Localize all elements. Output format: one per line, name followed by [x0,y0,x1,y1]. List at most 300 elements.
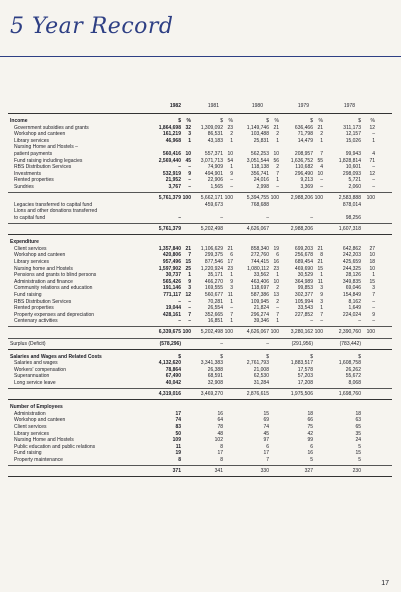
row-label: Administration and finance [14,278,73,285]
cell-percent: 11 [227,291,233,298]
row-label: Pensions and grants to blind persons [14,272,97,279]
cell-percent: 10 [369,265,375,272]
row-label: Workshop and canteen [14,131,66,138]
cell-amount: 32,908 [207,380,223,386]
row-label: Library services [14,258,50,265]
cell-percent: 7 [230,311,233,318]
cell-percent: – [188,177,191,184]
cell-amount: 469,690 [294,265,313,272]
cell-percent: 27 [369,245,375,252]
cell-percent: 10 [369,252,375,259]
row-label: Legacies transferred to capital fund [14,201,93,208]
cell-amount: 33,543 [297,305,313,312]
cell-amount: 1,607,318 [338,226,361,232]
cell-amount: 31,284 [253,380,269,386]
cell-amount: 1,975,506 [290,391,313,398]
cell-amount: 86,531 [207,131,223,138]
cell-percent: 100 [224,195,233,202]
cell-amount: 587,386 [250,291,269,298]
section-heading-employees: Number of Employees [10,404,63,411]
cell-percent: 10 [227,151,233,157]
cell-percent: 3 [230,285,233,292]
cell-percent: – [276,305,279,312]
row-label: RBS Distribution Services [14,164,72,171]
unit-dollar: $ [220,353,223,360]
cell-amount: 5,202,498 [200,329,223,336]
cell-percent: 10 [273,278,279,285]
cell-amount: 25,831 [253,137,269,144]
cell-amount: 19 [175,450,181,457]
header-rule [8,113,392,114]
cell-amount: 302,377 [294,291,313,298]
cell-amount: 428,161 [162,311,181,318]
cell-percent: 23 [227,124,233,131]
cell-amount: – [178,298,181,305]
cell-percent: 12 [369,170,375,177]
cell-percent: – [372,177,375,184]
salaries-rule [8,349,392,350]
page-title: 5 Year Record [10,14,174,39]
row-label: Government subsidies and grants [14,124,89,131]
cell-percent: 16 [273,258,279,265]
cell-percent: 23 [227,265,233,272]
cell-amount: – [220,214,223,221]
cell-amount: 22,906 [207,177,223,184]
cell-amount: 1,698,760 [338,391,361,398]
cell-amount: 2,988,206 [290,195,313,202]
cell-amount: 78,864 [165,366,181,373]
row-label: Workshop and canteen [14,417,66,424]
cell-percent: 4 [372,151,375,157]
cell-amount: 17,208 [297,380,313,386]
cell-percent: – [320,184,323,190]
row-label: Fund raising [14,450,42,457]
cell-percent: 1 [372,137,375,144]
cell-percent: 1 [320,137,323,144]
cell-amount: 5,662,171 [200,195,223,202]
cell-amount: 2,988,206 [290,226,313,232]
cell-amount: 565,426 [162,278,181,285]
cell-amount: 26,262 [345,366,361,373]
cell-amount: 78 [217,424,223,430]
cell-percent: – [372,305,375,312]
cell-amount: 877,546 [204,258,223,265]
cell-amount: 169,555 [204,285,223,292]
employees-rule [8,399,392,400]
cell-amount: – [358,318,361,325]
cell-percent: 9 [188,278,191,285]
year-header: 1979 [297,103,309,109]
cell-percent: 9 [230,278,233,285]
cell-percent: 100 [224,329,233,336]
cell-amount: 67,490 [165,373,181,380]
cell-amount: – [266,214,269,221]
cell-amount: 341 [214,468,223,475]
cell-amount: 1,828,814 [338,157,361,164]
year-header: 1981 [207,103,219,109]
section-heading-income: Income [10,118,28,124]
cell-percent: 100 [182,329,191,336]
row-label: RBS Distribution Services [14,298,72,305]
cell-amount: 560,416 [162,151,181,157]
cell-amount: 1,080,112 [247,265,269,272]
cell-amount: 4,132,620 [158,360,181,367]
cell-amount: 5 [358,457,361,463]
cell-percent: – [230,177,233,184]
cell-amount: 459,673 [204,201,223,208]
cell-amount: 99,853 [297,285,313,292]
cell-percent: 12 [369,124,375,131]
unit-dollar: $ [178,118,181,124]
row-label: Fund raising including legacies [14,157,83,164]
cell-amount: 16 [217,410,223,417]
cell-amount: 371 [172,468,181,475]
row-label: Fund raising [14,291,42,298]
cell-amount: 1,597,902 [158,265,181,272]
cell-amount: 74 [263,424,269,430]
cell-amount: (783,442) [339,340,361,347]
cell-percent: 6 [230,252,233,259]
cell-percent: 1 [276,137,279,144]
cell-amount: 6 [266,443,269,450]
cell-percent: – [320,177,323,184]
row-label: Sundries [14,184,34,190]
cell-amount: 532,919 [162,170,181,177]
cell-amount: 97 [263,437,269,444]
unit-dollar: $ [310,353,313,360]
cell-percent: 1 [230,272,233,279]
cell-percent: 3 [320,285,323,292]
cell-percent: 2 [320,131,323,138]
cell-amount: 1,565 [210,184,223,190]
cell-percent: – [188,184,191,190]
cell-amount: 3,051,544 [246,157,269,164]
cell-percent: – [320,318,323,325]
row-label: Client services [14,245,47,252]
cell-percent: 55 [317,157,323,164]
cell-percent: 1 [230,298,233,305]
cell-amount: 63 [355,417,361,424]
cell-amount: 2,998 [256,184,269,190]
cell-amount: 463,406 [250,278,269,285]
row-label: Community relations and education [14,285,93,292]
row-label: Property maintenance [14,457,63,463]
cell-amount: 55,672 [345,373,361,380]
cell-percent: 6 [276,252,279,259]
cell-percent: 100 [314,195,323,202]
cell-percent: 8 [320,252,323,259]
cell-percent: 12 [185,291,191,298]
row-label: patient payments [14,151,53,157]
row-label: Superannuation [14,373,50,380]
income-net-rule [8,223,392,224]
unit-dollar: $ [178,353,181,360]
cell-amount: 298,093 [342,170,361,177]
cell-percent: 2 [276,298,279,305]
cell-amount: 26,554 [207,305,223,312]
cell-amount: 17 [263,450,269,457]
cell-amount: 46,968 [165,137,181,144]
cell-amount: 5 [310,457,313,463]
cell-percent: – [372,184,375,190]
cell-amount: 3,280,162 [290,329,313,336]
cell-percent: 1 [320,305,323,312]
cell-amount: 12,157 [345,131,361,138]
cell-percent: 17 [227,258,233,265]
cell-amount: 296,490 [294,170,313,177]
cell-percent: – [372,318,375,325]
cell-amount: 17,578 [297,366,313,373]
cell-percent: 2 [276,164,279,171]
cell-amount: 1,608,758 [338,360,361,367]
cell-percent: 100 [270,329,279,336]
cell-amount: – [310,214,313,221]
row-label: Investments [14,170,41,177]
expenditure-rule [8,234,392,235]
row-label: Rented properties [14,177,54,184]
row-label: Centenary activities [14,318,58,325]
cell-amount: 14,479 [297,137,313,144]
cell-amount: 311,173 [343,124,361,131]
cell-amount: 2,569,440 [158,157,181,164]
cell-percent: 7 [276,311,279,318]
cell-amount: 10,601 [345,164,361,171]
cell-percent: 19 [273,245,279,252]
cell-amount: 48 [217,430,223,437]
cell-percent: 21 [273,124,279,131]
cell-amount: 30,737 [165,272,181,279]
cell-amount: 1,220,924 [200,265,223,272]
cell-percent: 23 [273,265,279,272]
row-label: Nursing home and Hostels [14,265,73,272]
cell-amount: 352,665 [204,311,223,318]
cell-percent: – [188,164,191,171]
cell-amount: 356,741 [250,170,269,177]
cell-amount: 16,851 [207,318,223,325]
cell-amount: 227,852 [294,311,313,318]
cell-amount: 957,496 [162,258,181,265]
cell-percent: – [188,318,191,325]
cell-amount: 5,761,379 [158,226,181,232]
cell-amount: 105,994 [294,298,313,305]
year-header: 1980 [251,103,263,109]
unit-percent: % [370,118,375,124]
cell-amount: 21,824 [253,305,269,312]
cell-percent: 1 [276,318,279,325]
cell-amount: 8 [220,443,223,450]
row-label: Long service leave [14,380,56,386]
cell-amount: 4,319,016 [158,391,181,398]
unit-percent: % [274,118,279,124]
cell-percent: 1 [188,137,191,144]
cell-amount: 17 [175,410,181,417]
cell-percent: 7 [188,252,191,259]
cell-percent: 100 [182,195,191,202]
cell-amount: 16 [307,450,313,457]
cell-amount: 636,466 [294,124,313,131]
cell-amount: 109,945 [250,298,269,305]
cell-amount: 3,469,270 [200,391,223,398]
cell-amount: 562,253 [250,151,269,157]
cell-percent: 9 [188,170,191,177]
cell-amount: 28,126 [345,272,361,279]
cell-amount: 70,281 [207,298,223,305]
cell-amount: 18 [355,410,361,417]
cell-amount: 71,798 [297,131,313,138]
row-label: Nursing Home and Hostels – [14,144,78,151]
cell-amount: 64 [217,417,223,424]
cell-percent: 45 [185,157,191,164]
row-label: Workshop and canteen [14,252,66,259]
cell-amount: 466,270 [204,278,223,285]
cell-percent: 2 [230,131,233,138]
cell-percent: 1 [276,177,279,184]
cell-percent: 18 [369,258,375,265]
cell-amount: 69 [263,417,269,424]
cell-percent: 10 [273,151,279,157]
cell-amount: 161,219 [162,131,181,138]
row-label: Library services [14,137,50,144]
cell-amount: 18 [307,410,313,417]
cell-amount: 2,583,888 [338,195,361,202]
cell-percent: 7 [320,311,323,318]
cell-percent: 21 [317,258,323,265]
section-heading-salaries: Salaries and Wages and Related Costs [10,353,102,360]
cell-amount: 768,688 [250,201,269,208]
cell-amount: 2,390,760 [338,329,361,336]
cell-amount: 62,530 [253,373,269,380]
income-total-rule [8,192,392,193]
cell-amount: 3,369 [300,184,313,190]
cell-percent: 2 [276,285,279,292]
cell-amount: 420,806 [162,252,181,259]
cell-amount: 7 [266,457,269,463]
cell-amount: 102 [214,437,223,444]
cell-amount: 494,901 [204,170,223,177]
row-label: Administration [14,410,46,417]
row-label: Salaries and wages [14,360,58,367]
cell-amount: 35,171 [207,272,223,279]
cell-percent: 32 [185,124,191,131]
cell-percent: 4 [320,164,323,171]
cell-percent: 7 [276,170,279,177]
cell-amount: 5,202,498 [200,226,223,232]
cell-amount: 425,659 [342,258,361,265]
cell-amount: 8,068 [348,380,361,386]
cell-amount: 1,636,752 [290,157,313,164]
cell-amount: – [178,214,181,221]
cell-percent: 100 [366,329,375,336]
cell-amount: 57,203 [297,373,313,380]
row-label: Rented properties [14,305,54,312]
year-header: 1982 [169,103,181,109]
row-label: Client services [14,424,47,430]
cell-amount: 560,677 [204,291,223,298]
cell-percent: 7 [320,151,323,157]
cell-amount: 256,678 [294,252,313,259]
row-label: Nursing Home and Hostels [14,437,74,444]
cell-amount: (291,956) [291,340,313,347]
cell-percent: 10 [317,170,323,177]
cell-percent: 21 [317,124,323,131]
cell-amount: 75 [307,424,313,430]
cell-amount: 1,864,698 [158,124,181,131]
cell-amount: 1,106,629 [200,245,223,252]
cell-amount: – [310,318,313,325]
cell-percent: – [276,184,279,190]
cell-amount: 3,071,713 [200,157,223,164]
cell-percent: 100 [270,195,279,202]
cell-amount: 83 [175,424,181,430]
cell-amount: 699,203 [294,245,313,252]
cell-amount: 66 [307,417,313,424]
cell-amount: 39,346 [253,318,269,325]
cell-percent: – [188,305,191,312]
cell-amount: 15,026 [345,137,361,144]
cell-amount: 24,016 [253,177,269,184]
cell-amount: 272,760 [250,252,269,259]
cell-amount: 19,044 [165,305,181,312]
cell-amount: – [178,164,181,171]
cell-amount: 74,909 [207,164,223,171]
cell-amount: 8 [178,457,181,463]
cell-amount: 11 [175,443,181,450]
cell-percent: 1 [188,272,191,279]
title-rule [0,56,401,57]
cell-percent: 1 [230,318,233,325]
cell-amount: 45 [263,430,269,437]
cell-amount: – [220,340,223,347]
cell-amount: 2,060 [348,184,361,190]
cell-amount: 1,883,517 [290,360,313,367]
cell-amount: 26,388 [207,366,223,373]
cell-amount: 327 [304,468,313,475]
cell-percent: 21 [317,245,323,252]
cell-amount: 1,309,092 [200,124,223,131]
unit-percent: % [186,118,191,124]
cell-amount: 6,339,675 [158,329,181,336]
cell-amount: 1,357,840 [158,245,181,252]
cell-amount: 42 [307,430,313,437]
cell-amount: 40,042 [165,380,181,386]
cell-amount: 771,117 [163,291,181,298]
cell-percent: – [372,164,375,171]
cell-amount: 69,046 [345,285,361,292]
cell-amount: 21,008 [253,366,269,373]
cell-amount: – [266,340,269,347]
unit-dollar: $ [266,353,269,360]
salaries-total-rule [8,388,392,389]
bottom-rule [8,476,392,477]
row-label: Workers' compensation [14,366,66,373]
surplus-rule [8,338,392,339]
cell-amount: 118,697 [251,285,269,292]
cell-amount: 557,371 [204,151,223,157]
cell-percent: 15 [185,258,191,265]
cell-percent: 1 [372,272,375,279]
cell-amount: 33,562 [253,272,269,279]
cell-amount: 2,761,793 [246,360,269,367]
cell-amount: 109 [172,437,181,444]
cell-percent: 7 [188,311,191,318]
cell-amount: 689,454 [294,258,313,265]
cell-amount: 65 [355,424,361,430]
employees-total-rule [8,465,392,466]
cell-amount: (578,296) [159,340,181,347]
row-label: Surplus (Deficit) [10,340,46,347]
cell-amount: 858,340 [250,245,269,252]
cell-percent: 1 [230,164,233,171]
